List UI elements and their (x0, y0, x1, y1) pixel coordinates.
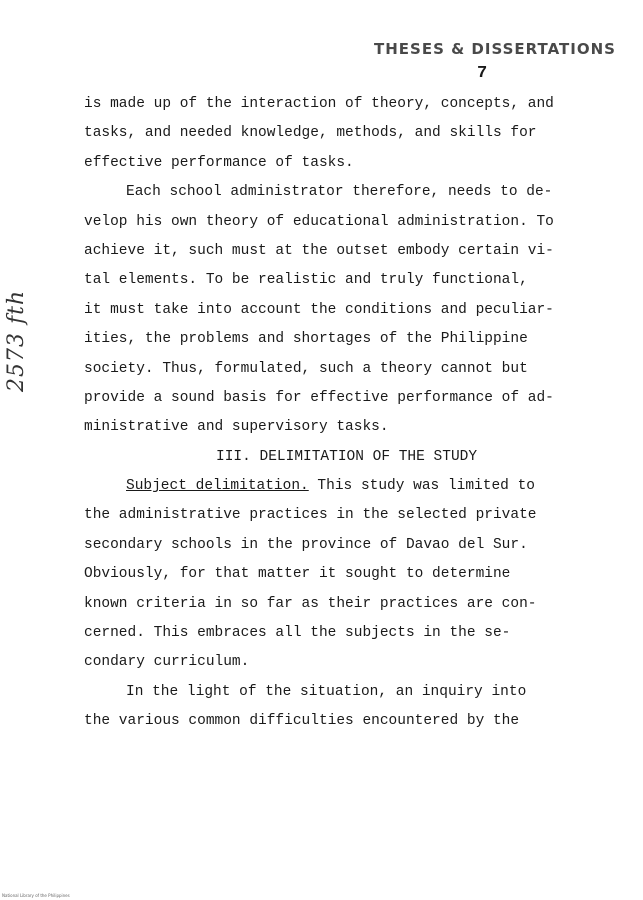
body-text (84, 90, 584, 737)
section-heading: III. DELIMITATION OF THE STUDY (216, 448, 478, 465)
text-line: Each school administrator therefore, needs to de- (126, 184, 553, 201)
subsection-label: Subject delimitation. (126, 478, 309, 495)
text-fragment: This study was limited to (308, 478, 535, 495)
page-number: 7 (477, 64, 488, 83)
text-line: provide a sound basis for effective performance of ad- (84, 389, 554, 406)
text-line: society. Thus, formulated, such a theory cannot but (84, 360, 528, 377)
text-line: tasks, and needed knowledge, methods, and skills for (84, 125, 537, 142)
text-line: it must take into account the conditions and peculiar- (84, 301, 554, 318)
margin-handwritten-note: 2573 fth (4, 289, 29, 392)
text-line: known criteria in so far as their practices are con- (84, 595, 537, 612)
text-line: achieve it, such must at the outset embody certain vi- (84, 242, 554, 259)
text-line (84, 472, 584, 501)
text-line: velop his own theory of educational administration. To (84, 213, 554, 230)
theses-stamp: THESES & DISSERTATIONS (374, 40, 616, 58)
text-line: Obviously, for that matter it sought to determine (84, 566, 511, 583)
text-line: secondary schools in the province of Davao del Sur. (84, 536, 528, 553)
text-line: is made up of the interaction of theory, concepts, and (84, 96, 554, 112)
text-line: effective performance of tasks. (84, 154, 354, 171)
library-footer: National Library of the Philippines (2, 893, 70, 898)
text-line: ities, the problems and shortages of the Philippine (84, 331, 528, 348)
text-line: In the light of the situation, an inquiry into (126, 683, 527, 700)
text-line: tal elements. To be realistic and truly functional, (84, 272, 528, 289)
text-line: the various common difficulties encountered by the (84, 713, 520, 730)
text-line: condary curriculum. (84, 654, 250, 671)
text-line: ministrative and supervisory tasks. (84, 419, 389, 436)
text-line: cerned. This embraces all the subjects in the se- (84, 625, 511, 642)
text-line: the administrative practices in the selected private (84, 507, 537, 524)
